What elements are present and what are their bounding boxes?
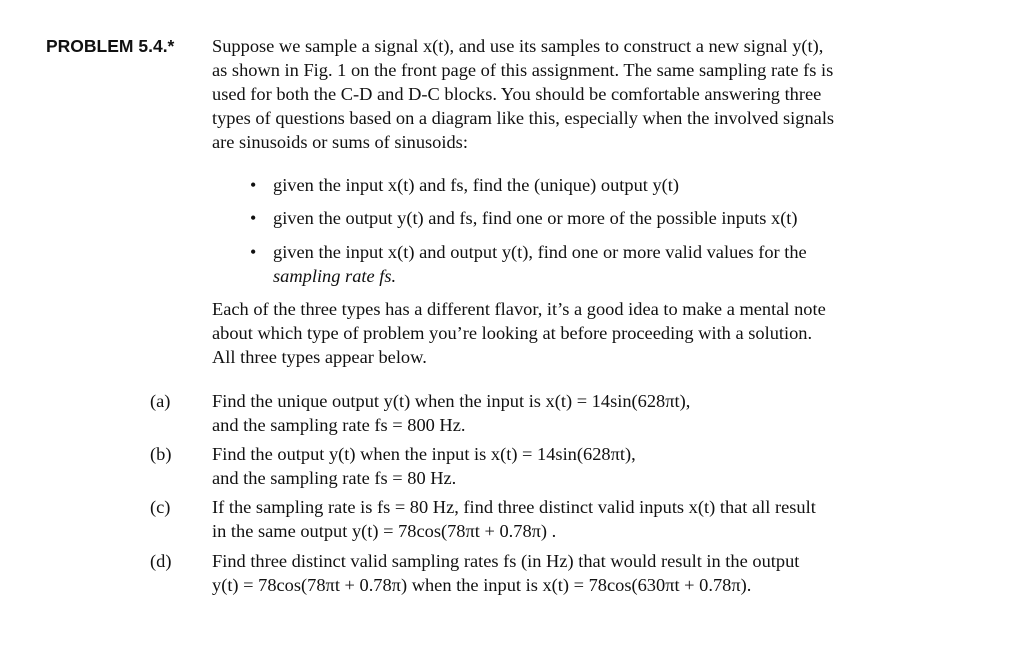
paragraph-line-1: Each of the three types has a different flavor, it’s a good idea to make a mental note (212, 299, 826, 319)
bullet-item-1: given the input x(t) and fs, find the (unique) output y(t) (273, 175, 680, 195)
intro-line-5: are sinusoids or sums of sinusoids: (212, 132, 468, 152)
bullet-item-3-line-1: given the input x(t) and output y(t), find one or more valid values for the (273, 242, 807, 262)
bullet-dot: • (250, 242, 257, 262)
intro-line-2: as shown in Fig. 1 on the front page of this assignment. The same sampling rate fs is (212, 60, 834, 80)
part-b-label: (b) (150, 444, 172, 464)
intro-line-3: used for both the C-D and D-C blocks. You should be comfortable answering three (212, 84, 822, 104)
part-c-line-1: If the sampling rate is fs = 80 Hz, find three distinct valid inputs x(t) that all result (212, 497, 816, 517)
part-d-line-1: Find three distinct valid sampling rates fs (in Hz) that would result in the output (212, 551, 800, 571)
bullet-item-3-line-2: sampling rate fs. (273, 266, 397, 286)
part-c-line-2: in the same output y(t) = 78cos(78πt + 0.78π) . (212, 521, 557, 541)
part-b-line-1: Find the output y(t) when the input is x(t) = 14sin(628πt), (212, 444, 636, 464)
bullet-dot: • (250, 208, 257, 228)
part-b-line-2: and the sampling rate fs = 80 Hz. (212, 468, 457, 488)
intro-line-1: Suppose we sample a signal x(t), and use its samples to construct a new signal y(t), (212, 36, 824, 56)
paragraph-line-3: All three types appear below. (212, 347, 427, 367)
part-a-label: (a) (150, 391, 171, 411)
part-a-line-1: Find the unique output y(t) when the input is x(t) = 14sin(628πt), (212, 391, 691, 411)
bullet-item-2: given the output y(t) and fs, find one or more of the possible inputs x(t) (273, 208, 798, 228)
intro-line-4: types of questions based on a diagram like this, especially when the involved signals (212, 108, 835, 128)
part-d-line-2: y(t) = 78cos(78πt + 0.78π) when the input is x(t) = 78cos(630πt + 0.78π). (212, 575, 752, 595)
part-a-line-2: and the sampling rate fs = 800 Hz. (212, 415, 466, 435)
problem-heading: PROBLEM 5.4.* (46, 36, 175, 56)
part-d-label: (d) (150, 551, 172, 571)
paragraph-line-2: about which type of problem you’re looking at before proceeding with a solution. (212, 323, 813, 343)
bullet-dot: • (250, 175, 257, 195)
part-c-label: (c) (150, 497, 171, 517)
